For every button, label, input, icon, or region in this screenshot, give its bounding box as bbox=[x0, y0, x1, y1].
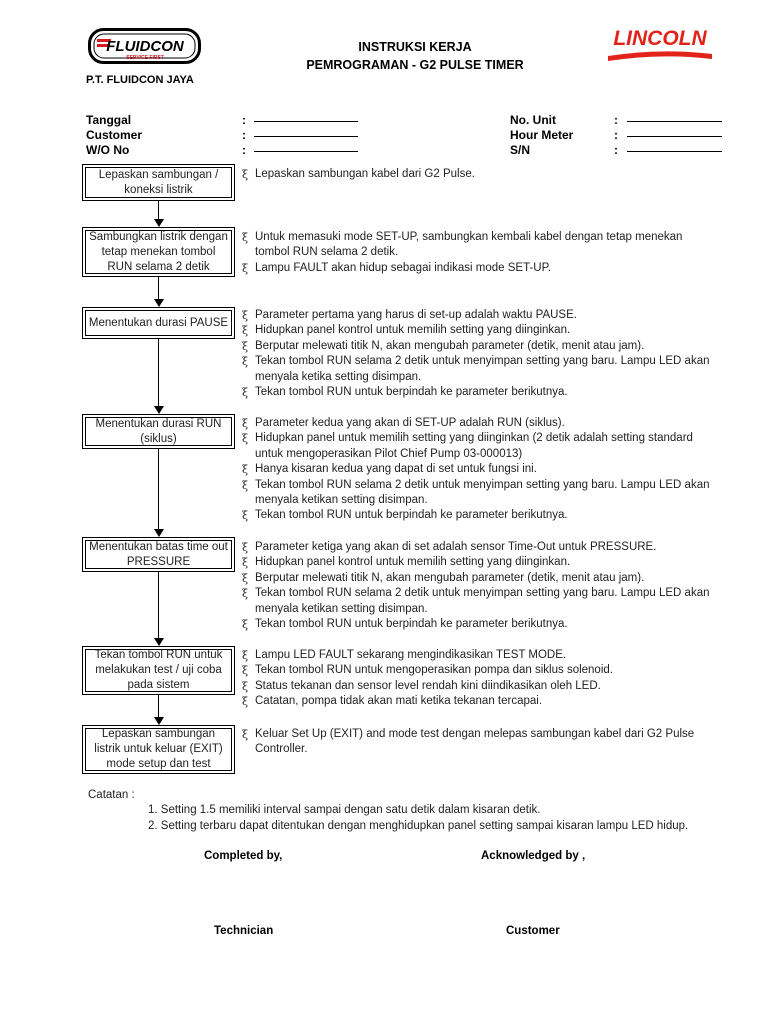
instruction-item bbox=[242, 230, 712, 261]
step-instructions bbox=[242, 727, 712, 758]
bullet-icon: ξ bbox=[242, 695, 249, 709]
flow-arrow-icon bbox=[154, 638, 164, 646]
instruction-item bbox=[242, 339, 712, 354]
bullet-icon: ξ bbox=[242, 509, 249, 523]
fluidcon-logo-tagline: SERVICE FIRST bbox=[126, 55, 164, 61]
technician-label: Technician bbox=[214, 925, 274, 937]
doc-title: INSTRUKSI KERJA bbox=[358, 40, 472, 54]
instruction-text: Parameter pertama yang harus di set-up adalah waktu PAUSE. bbox=[255, 309, 577, 321]
instruction-item bbox=[242, 385, 712, 400]
flow-connector-line bbox=[158, 572, 159, 638]
instruction-item bbox=[242, 354, 712, 385]
field-label: No. Unit bbox=[510, 113, 556, 127]
flow-arrow-icon bbox=[154, 299, 164, 307]
field-colon: : bbox=[242, 113, 246, 127]
flow-step-label: Tekan tombol RUN untuk melakukan test / uji coba pada sistem bbox=[85, 649, 232, 692]
instruction-text: Lampu LED FAULT sekarang mengindikasikan TEST MODE. bbox=[255, 649, 567, 661]
bullet-icon: ξ bbox=[242, 463, 249, 477]
flow-arrow-icon bbox=[154, 406, 164, 414]
field-label: Customer bbox=[86, 128, 143, 142]
field-label: Tanggal bbox=[86, 113, 132, 127]
instruction-text: Tekan tombol RUN selama 2 detik untuk menyimpan setting yang baru. Lampu LED akan menyala ketikan setting disimpan. bbox=[255, 478, 710, 507]
bullet-icon: ξ bbox=[242, 324, 249, 338]
instruction-item bbox=[242, 308, 712, 323]
instruction-item bbox=[242, 323, 712, 338]
field-colon: : bbox=[614, 113, 618, 127]
acknowledged-by-label: Acknowledged by , bbox=[481, 850, 586, 862]
bullet-icon: ξ bbox=[242, 618, 249, 632]
flow-step-box bbox=[82, 227, 235, 277]
instruction-text: Untuk memasuki mode SET-UP, sambungkan kembali kabel dengan tetap menekan tombol RUN selama 2 detik. bbox=[255, 231, 683, 259]
bullet-icon: ξ bbox=[242, 168, 249, 181]
instruction-item bbox=[242, 727, 712, 758]
instruction-item bbox=[242, 431, 712, 462]
flow-step-label: Lepaskan sambungan / koneksi listrik bbox=[85, 167, 232, 198]
instruction-item bbox=[242, 167, 712, 182]
flow-step-box bbox=[82, 725, 235, 774]
bullet-icon: ξ bbox=[242, 571, 249, 585]
instruction-text: Hidupkan panel untuk memilih setting yang diinginkan (2 detik adalah setting standard untuk mengoperasikan Pilot Chief Pump 03-000013) bbox=[255, 432, 693, 460]
doc-subtitle: PEMROGRAMAN - G2 PULSE TIMER bbox=[306, 58, 524, 72]
bullet-icon: ξ bbox=[242, 339, 249, 353]
step-instructions bbox=[242, 167, 712, 182]
field-input-line[interactable] bbox=[254, 151, 358, 152]
bullet-icon: ξ bbox=[242, 355, 249, 369]
instruction-text: Lepaskan sambungan kabel dari G2 Pulse. bbox=[255, 168, 475, 180]
bullet-icon: ξ bbox=[242, 432, 249, 446]
flow-step-box bbox=[82, 537, 235, 572]
field-colon: : bbox=[242, 128, 246, 142]
instruction-text: Lampu FAULT akan hidup sebagai indikasi mode SET-UP. bbox=[255, 261, 551, 274]
flow-step-label: Menentukan durasi PAUSE bbox=[85, 310, 232, 336]
flow-step-box bbox=[82, 164, 235, 201]
field-label: W/O No bbox=[86, 143, 130, 157]
notes-label: Catatan : bbox=[88, 789, 135, 801]
customer-label: Customer bbox=[506, 925, 560, 937]
bullet-icon: ξ bbox=[242, 728, 249, 741]
flow-arrow-icon bbox=[154, 529, 164, 537]
instruction-item bbox=[242, 586, 712, 617]
instruction-text: Hidupkan panel kontrol untuk memilih setting yang diinginkan. bbox=[255, 324, 571, 337]
instruction-text: Tekan tombol RUN untuk mengoperasikan pompa dan siklus solenoid. bbox=[255, 664, 613, 677]
flow-step-box bbox=[82, 414, 235, 449]
lincoln-logo-text: LINCOLN bbox=[613, 27, 707, 50]
instruction-item bbox=[242, 462, 712, 477]
bullet-icon: ξ bbox=[242, 556, 249, 570]
flow-step-box bbox=[82, 307, 235, 339]
field-label: Hour Meter bbox=[510, 128, 574, 142]
instruction-item bbox=[242, 478, 712, 509]
bullet-icon: ξ bbox=[242, 587, 249, 601]
instruction-item bbox=[242, 694, 712, 709]
flow-arrow-icon bbox=[154, 717, 164, 725]
field-input-line[interactable] bbox=[627, 136, 722, 137]
instruction-item bbox=[242, 617, 712, 632]
bullet-icon: ξ bbox=[242, 649, 249, 662]
flow-step-label: Menentukan batas time out PRESSURE bbox=[85, 540, 232, 569]
field-input-line[interactable] bbox=[627, 151, 722, 152]
instruction-text: Berputar melewati titik N, akan mengubah parameter (detik, menit atau jam). bbox=[255, 571, 645, 584]
fluidcon-logo bbox=[88, 28, 202, 66]
flow-step-label: Lepaskan sambungan listrik untuk keluar (EXIT) mode setup dan test bbox=[85, 728, 232, 771]
flow-connector-line bbox=[158, 449, 159, 529]
bullet-icon: ξ bbox=[242, 309, 249, 322]
flow-connector-line bbox=[158, 339, 159, 406]
step-instructions bbox=[242, 230, 712, 276]
instruction-item bbox=[242, 508, 712, 523]
instruction-text: Parameter ketiga yang akan di set adalah sensor Time-Out untuk PRESSURE. bbox=[255, 541, 657, 553]
flow-connector-line bbox=[158, 201, 159, 219]
step-instructions bbox=[242, 308, 712, 400]
instruction-item bbox=[242, 540, 712, 555]
flow-step-label: Sambungkan listrik dengan tetap menekan tombol RUN selama 2 detik bbox=[85, 230, 232, 274]
field-input-line[interactable] bbox=[254, 136, 358, 137]
step-instructions bbox=[242, 540, 712, 632]
instruction-text: Berputar melewati titik N, akan mengubah parameter (detik, menit atau jam). bbox=[255, 339, 645, 352]
bullet-icon: ξ bbox=[242, 386, 249, 400]
bullet-icon: ξ bbox=[242, 417, 249, 430]
instruction-text: Tekan tombol RUN untuk berpindah ke parameter berikutnya. bbox=[255, 509, 568, 522]
instruction-item bbox=[242, 571, 712, 586]
bullet-icon: ξ bbox=[242, 231, 249, 244]
instruction-item bbox=[242, 648, 712, 663]
instruction-text: Hidupkan panel kontrol untuk memilih setting yang diinginkan. bbox=[255, 556, 571, 569]
bullet-icon: ξ bbox=[242, 664, 249, 678]
flow-step-box bbox=[82, 646, 235, 695]
note-item: 2. Setting terbaru dapat ditentukan dengan menghidupkan panel setting sampai kisaran lampu LED hidup. bbox=[148, 820, 689, 832]
field-label: S/N bbox=[510, 143, 531, 157]
flow-connector-line bbox=[158, 277, 159, 299]
bullet-icon: ξ bbox=[242, 478, 249, 492]
instruction-text: Hanya kisaran kedua yang dapat di set untuk fungsi ini. bbox=[255, 463, 537, 476]
flow-step-label: Menentukan durasi RUN (siklus) bbox=[85, 417, 232, 446]
instruction-text: Tekan tombol RUN untuk berpindah ke parameter berikutnya. bbox=[255, 386, 568, 399]
field-colon: : bbox=[614, 143, 618, 157]
bullet-icon: ξ bbox=[242, 261, 249, 275]
field-input-line[interactable] bbox=[254, 121, 358, 122]
step-instructions bbox=[242, 416, 712, 524]
instruction-item bbox=[242, 416, 712, 431]
instruction-text: Keluar Set Up (EXIT) and mode test dengan melepas sambungan kabel dari G2 Pulse Controller. bbox=[255, 728, 695, 756]
instruction-text: Tekan tombol RUN selama 2 detik untuk menyimpan setting yang baru. Lampu LED akan menyala ketika setting disimpan. bbox=[255, 355, 710, 383]
instruction-text: Tekan tombol RUN untuk berpindah ke parameter berikutnya. bbox=[255, 618, 568, 631]
field-input-line[interactable] bbox=[627, 121, 722, 122]
instruction-text: Status tekanan dan sensor level rendah kini diindikasikan oleh LED. bbox=[255, 679, 601, 692]
flow-connector-line bbox=[158, 695, 159, 717]
instruction-text: Parameter kedua yang akan di SET-UP adalah RUN (siklus). bbox=[255, 417, 565, 429]
field-colon: : bbox=[242, 143, 246, 157]
bullet-icon: ξ bbox=[242, 679, 249, 693]
step-instructions bbox=[242, 648, 712, 710]
instruction-item bbox=[242, 555, 712, 570]
flow-arrow-icon bbox=[154, 219, 164, 227]
fluidcon-logo-text: FLUIDCON bbox=[106, 38, 184, 55]
bullet-icon: ξ bbox=[242, 541, 249, 554]
field-colon: : bbox=[614, 128, 618, 142]
instruction-item bbox=[242, 663, 712, 678]
instruction-text: Catatan, pompa tidak akan mati ketika tekanan tercapai. bbox=[255, 695, 543, 708]
lincoln-logo bbox=[604, 26, 716, 66]
instruction-item bbox=[242, 261, 712, 276]
completed-by-label: Completed by, bbox=[204, 850, 283, 862]
company-name: P.T. FLUIDCON JAYA bbox=[86, 74, 194, 86]
note-item: 1. Setting 1.5 memiliki interval sampai dengan satu detik dalam kisaran detik. bbox=[148, 804, 541, 816]
instruction-item bbox=[242, 679, 712, 694]
instruction-text: Tekan tombol RUN selama 2 detik untuk menyimpan setting yang baru. Lampu LED akan menyala ketikan setting disimpan. bbox=[255, 587, 710, 615]
